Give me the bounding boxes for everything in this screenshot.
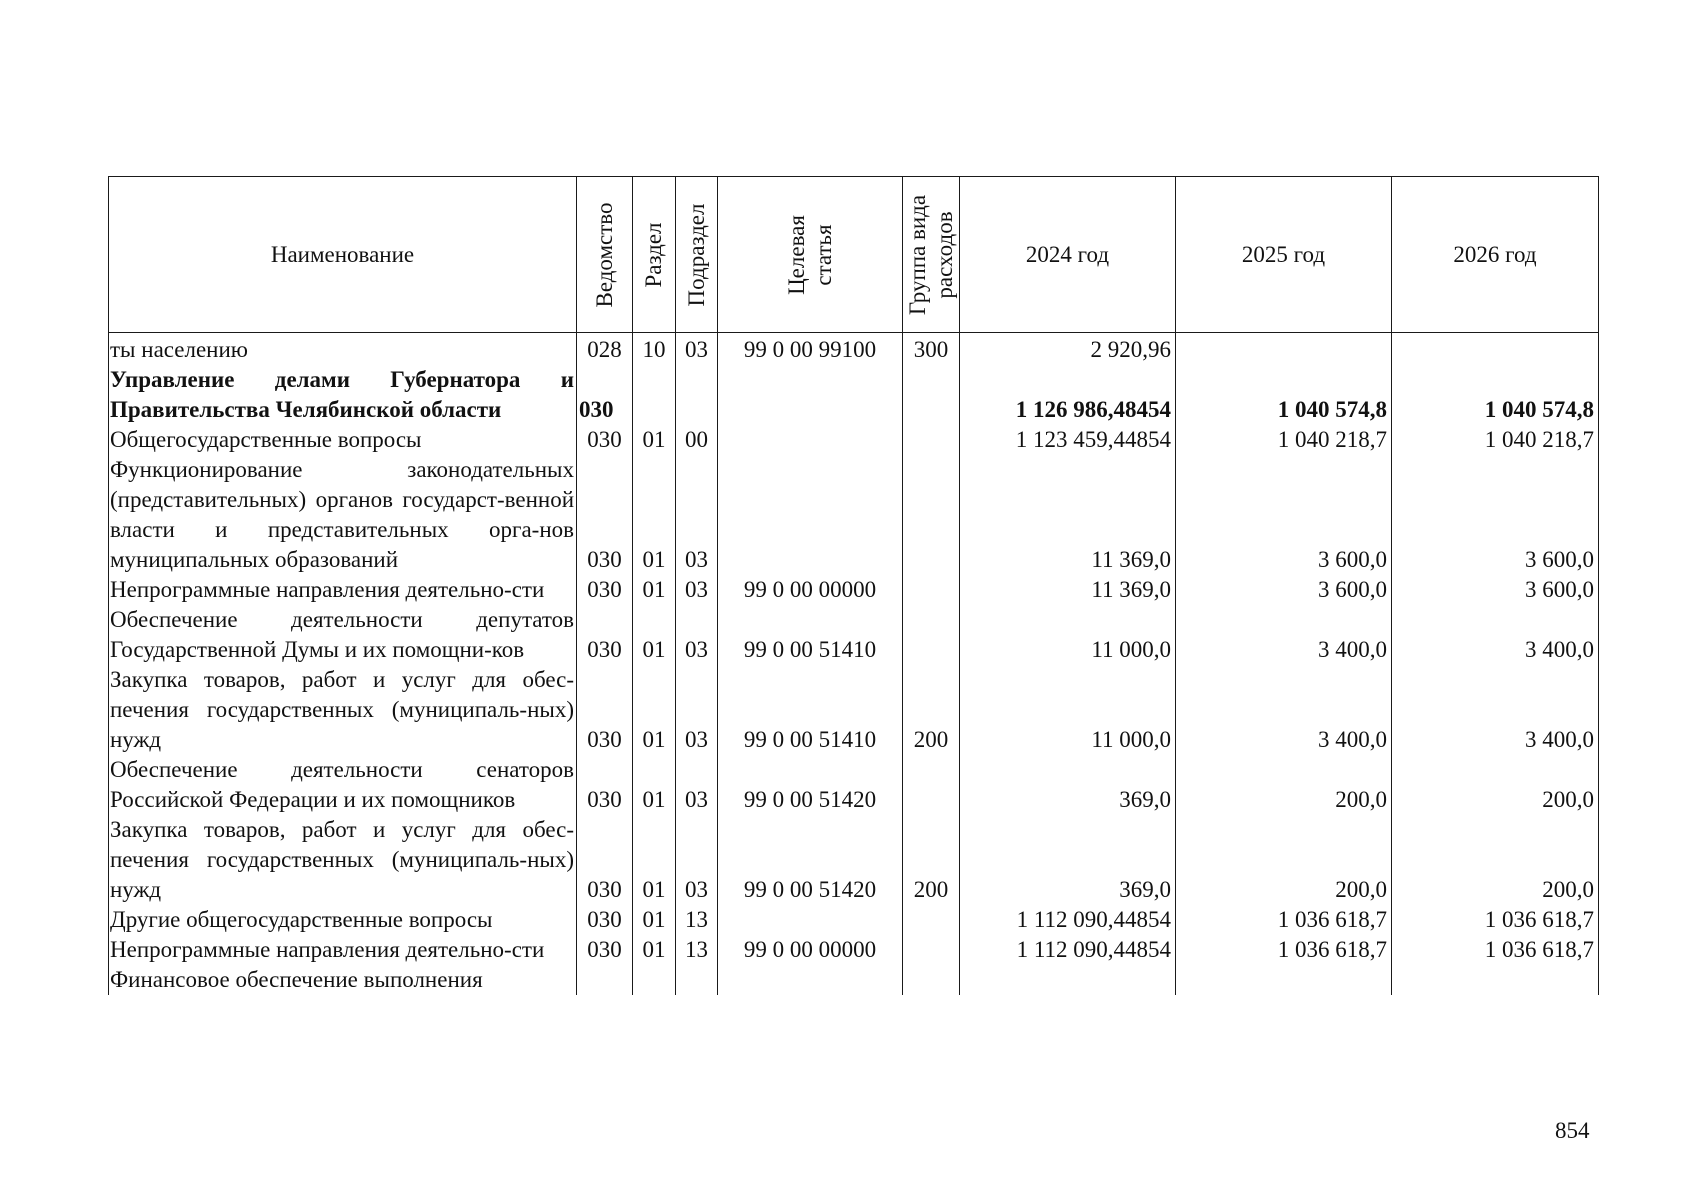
row-2025: 3 400,0 <box>1176 605 1392 665</box>
budget-table-page <box>108 176 1598 995</box>
row-dept: 030 <box>577 935 633 965</box>
row-subsection: 13 <box>676 935 718 965</box>
row-2025: 3 600,0 <box>1176 575 1392 605</box>
row-target: 99 0 00 00000 <box>718 575 903 605</box>
row-target: 99 0 00 51420 <box>718 755 903 815</box>
row-target <box>718 455 903 575</box>
row-name: Управление делами Губернатора и Правительства Челябинской области <box>109 365 577 425</box>
row-2025 <box>1176 333 1392 366</box>
row-dept: 030 <box>577 755 633 815</box>
row-subsection: 13 <box>676 905 718 935</box>
row-2024: 1 123 459,44854 <box>960 425 1176 455</box>
row-section: 01 <box>633 935 676 965</box>
header-subsection <box>676 177 718 333</box>
row-2025: 1 036 618,7 <box>1176 935 1392 965</box>
row-section: 01 <box>633 755 676 815</box>
row-2025: 200,0 <box>1176 815 1392 905</box>
row-section: 10 <box>633 333 676 366</box>
row-name: Закупка товаров, работ и услуг для обес-печения государственных (муниципаль-ных) нужд <box>109 815 577 905</box>
row-2026: 1 036 618,7 <box>1392 905 1599 935</box>
row-dept: 030 <box>577 365 633 425</box>
table-row <box>109 935 1599 965</box>
table-row <box>109 455 1599 575</box>
row-target <box>718 905 903 935</box>
row-dept <box>577 965 633 995</box>
budget-table <box>108 176 1599 995</box>
row-subsection: 00 <box>676 425 718 455</box>
row-dept: 030 <box>577 575 633 605</box>
row-group: 300 <box>903 333 960 366</box>
header-target <box>718 177 903 333</box>
row-dept: 030 <box>577 815 633 905</box>
row-dept: 030 <box>577 905 633 935</box>
row-2026: 3 400,0 <box>1392 665 1599 755</box>
row-subsection <box>676 965 718 995</box>
row-target <box>718 965 903 995</box>
row-2024: 11 369,0 <box>960 455 1176 575</box>
row-target: 99 0 00 51410 <box>718 665 903 755</box>
row-2025: 1 040 218,7 <box>1176 425 1392 455</box>
row-2026: 3 600,0 <box>1392 575 1599 605</box>
page-number: 854 <box>1555 1118 1590 1143</box>
row-group <box>903 365 960 425</box>
row-2026: 1 040 218,7 <box>1392 425 1599 455</box>
row-2026: 3 400,0 <box>1392 605 1599 665</box>
table-row <box>109 575 1599 605</box>
header-2024 <box>960 177 1176 333</box>
row-subsection: 03 <box>676 665 718 755</box>
row-name: Общегосударственные вопросы <box>109 425 577 455</box>
row-subsection: 03 <box>676 605 718 665</box>
row-2024: 369,0 <box>960 815 1176 905</box>
table-row <box>109 605 1599 665</box>
row-name: Закупка товаров, работ и услуг для обес-печения государственных (муниципаль-ных) нужд <box>109 665 577 755</box>
row-target: 99 0 00 51410 <box>718 605 903 665</box>
table-row <box>109 425 1599 455</box>
header-dept <box>577 177 633 333</box>
row-2024: 1 126 986,48454 <box>960 365 1176 425</box>
row-name: Непрограммные направления деятельно-сти <box>109 935 577 965</box>
header-2026-label: 2026 год <box>1453 241 1537 267</box>
table-row <box>109 665 1599 755</box>
header-2026 <box>1392 177 1599 333</box>
row-section <box>633 365 676 425</box>
header-group <box>903 177 960 333</box>
header-group-label: Группа вида расходов <box>905 194 957 315</box>
header-name <box>109 177 577 333</box>
row-section <box>633 965 676 995</box>
row-subsection: 03 <box>676 755 718 815</box>
row-section: 01 <box>633 425 676 455</box>
header-section-label: Раздел <box>641 221 666 288</box>
row-target: 99 0 00 99100 <box>718 333 903 366</box>
row-name: ты населению <box>109 333 577 366</box>
row-target <box>718 425 903 455</box>
row-group: 200 <box>903 815 960 905</box>
row-group <box>903 605 960 665</box>
row-group <box>903 425 960 455</box>
row-2024: 11 000,0 <box>960 665 1176 755</box>
row-dept: 030 <box>577 455 633 575</box>
row-group <box>903 905 960 935</box>
row-name: Финансовое обеспечение выполнения <box>109 965 577 995</box>
row-group <box>903 935 960 965</box>
row-name: Обеспечение деятельности сенаторов Российской Федерации и их помощников <box>109 755 577 815</box>
row-2026: 3 600,0 <box>1392 455 1599 575</box>
row-2025: 3 600,0 <box>1176 455 1392 575</box>
row-section: 01 <box>633 665 676 755</box>
row-group: 200 <box>903 665 960 755</box>
header-target-label: Целевая статья <box>784 214 836 295</box>
row-2024: 11 000,0 <box>960 605 1176 665</box>
row-2026 <box>1392 965 1599 995</box>
header-2024-label: 2024 год <box>1025 241 1110 267</box>
row-2024: 369,0 <box>960 755 1176 815</box>
row-2024: 1 112 090,44854 <box>960 935 1176 965</box>
row-dept: 030 <box>577 665 633 755</box>
row-subsection: 03 <box>676 455 718 575</box>
table-row <box>109 905 1599 935</box>
row-target: 99 0 00 00000 <box>718 935 903 965</box>
header-dept-label: Ведомство <box>591 201 617 308</box>
header-2025 <box>1176 177 1392 333</box>
row-section: 01 <box>633 905 676 935</box>
row-2024 <box>960 965 1176 995</box>
row-2026: 1 036 618,7 <box>1392 935 1599 965</box>
row-2025: 3 400,0 <box>1176 665 1392 755</box>
table-row <box>109 755 1599 815</box>
row-2026 <box>1392 333 1599 366</box>
row-2024: 1 112 090,44854 <box>960 905 1176 935</box>
header-subsection-label: Подраздел <box>683 203 709 306</box>
header-name-label: Наименование <box>270 241 415 267</box>
row-2025: 1 040 574,8 <box>1176 365 1392 425</box>
row-2025 <box>1176 965 1392 995</box>
row-2025: 1 036 618,7 <box>1176 905 1392 935</box>
row-group <box>903 965 960 995</box>
row-2024: 11 369,0 <box>960 575 1176 605</box>
row-2024: 2 920,96 <box>960 333 1176 366</box>
header-section <box>633 177 676 333</box>
row-dept: 030 <box>577 605 633 665</box>
row-group <box>903 575 960 605</box>
row-name: Непрограммные направления деятельно-сти <box>109 575 577 605</box>
row-section: 01 <box>633 815 676 905</box>
table-row <box>109 815 1599 905</box>
table-row <box>109 965 1599 995</box>
row-name: Другие общегосударственные вопросы <box>109 905 577 935</box>
row-section: 01 <box>633 605 676 665</box>
row-group <box>903 755 960 815</box>
row-dept: 028 <box>577 333 633 366</box>
row-2026: 1 040 574,8 <box>1392 365 1599 425</box>
row-subsection <box>676 365 718 425</box>
table-row <box>109 333 1599 366</box>
row-2026: 200,0 <box>1392 815 1599 905</box>
row-name: Обеспечение деятельности депутатов Государственной Думы и их помощни-ков <box>109 605 577 665</box>
row-subsection: 03 <box>676 333 718 366</box>
row-name: Функционирование законодательных (представительных) органов государст-венной власти и представительных орга-нов муниципальных образований <box>109 455 577 575</box>
row-group <box>903 455 960 575</box>
row-target <box>718 365 903 425</box>
row-2025: 200,0 <box>1176 755 1392 815</box>
row-target: 99 0 00 51420 <box>718 815 903 905</box>
row-dept: 030 <box>577 425 633 455</box>
table-header-row <box>109 177 1599 333</box>
header-2025-label: 2025 год <box>1241 241 1326 267</box>
table-row <box>109 365 1599 425</box>
row-2026: 200,0 <box>1392 755 1599 815</box>
row-subsection: 03 <box>676 815 718 905</box>
row-section: 01 <box>633 575 676 605</box>
row-section: 01 <box>633 455 676 575</box>
row-subsection: 03 <box>676 575 718 605</box>
